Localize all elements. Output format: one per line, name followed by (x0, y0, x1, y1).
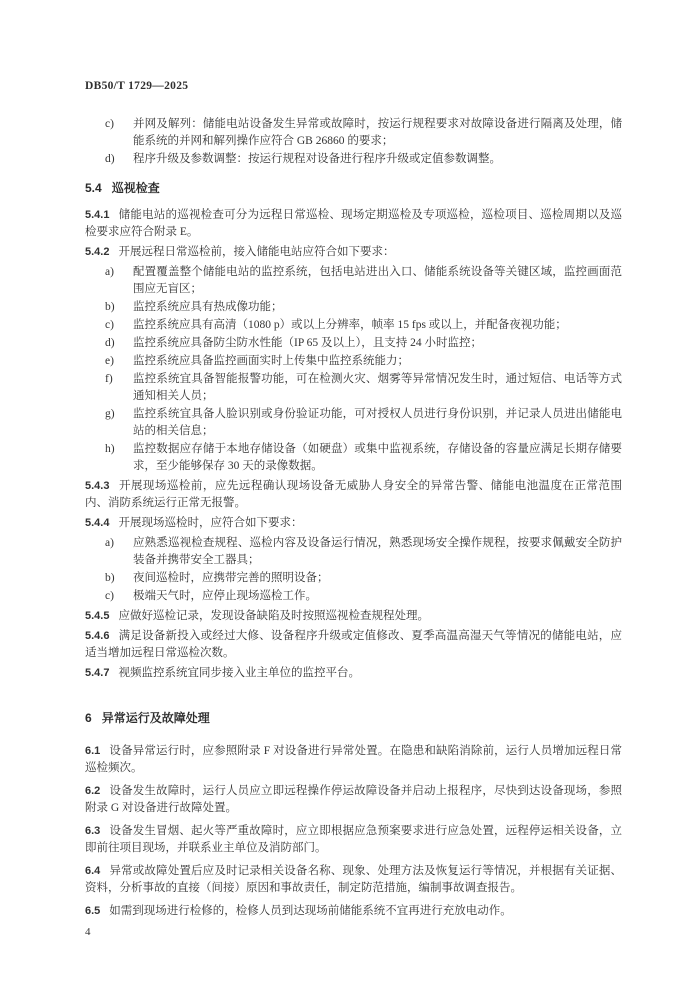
list-item-text: 监控系统宜具备人脸识别或身份验证功能，可对授权人员进行身份识别，并记录人员进出储能电站的相关信息； (133, 408, 622, 437)
clause-number: 5.4.3 (85, 480, 110, 492)
clause-paragraph (85, 783, 622, 817)
page-number: 4 (85, 926, 91, 938)
list-item (85, 299, 622, 316)
list-item-text: 监控数据应存储于本地存储设备（如硬盘）或集中监视系统，存储设备的容量应满足长期存储要求，至少能够保存 30 天的录像数据。 (133, 443, 622, 472)
clause-text: 异常或故障处置后应及时记录相关设备名称、现象、处理方法及恢复运行等情况，并根据有关证据、资料，分析事故的直接（间接）原因和事故责任，制定防范措施，编制事故调查报告。 (85, 865, 622, 894)
clause-paragraph (85, 743, 622, 777)
list-item (85, 151, 622, 168)
list-item-text: 应熟悉巡视检查规程、巡检内容及设备运行情况，熟悉现场安全操作规程，按要求佩戴安全防护装备并携带安全工器具； (133, 537, 622, 566)
list-item-text: 监控系统应具备防尘防水性能（IP 65 及以上），且支持 24 小时监控； (133, 337, 483, 349)
list-item-label: d) (105, 153, 115, 165)
clause-number: 5.4.2 (85, 246, 110, 258)
list-item-text: 程序升级及参数调整：按运行规程对设备进行程序升级或定值参数调整。 (133, 153, 501, 165)
list-item (85, 116, 622, 150)
list-item-text: 监控系统应具有热成像功能； (133, 301, 283, 313)
clause-number: 6.4 (85, 865, 101, 877)
list-item-label: g) (105, 408, 115, 420)
list-item (85, 588, 622, 605)
list-item-text: 监控系统应具有高清（1080 p）或以上分辨率，帧率 15 fps 或以上，并配备夜视功能； (133, 319, 567, 331)
list-item-text: 极端天气时，应停止现场巡检工作。 (133, 590, 317, 602)
clause-paragraph (85, 863, 622, 897)
list-item (85, 335, 622, 352)
clause-number: 5.4.1 (85, 209, 110, 221)
clause-number: 5.4.5 (85, 610, 110, 622)
list-item-label: f) (105, 373, 113, 385)
clause-paragraph (85, 608, 622, 625)
list-item-text: 夜间巡检时，应携带完善的照明设备； (133, 572, 329, 584)
list-item-label: d) (105, 337, 115, 349)
list-item (85, 441, 622, 475)
list-item-text: 配置覆盖整个储能电站的监控系统，包括电站进出入口、储能系统设备等关键区域，监控画面范围应无盲区； (133, 266, 622, 295)
list-item-label: e) (105, 355, 114, 367)
list-item-label: c) (105, 590, 114, 602)
list-item-label: b) (105, 301, 115, 313)
list-item-label: a) (105, 537, 114, 549)
clause-text: 储能电站的巡视检查可分为远程日常巡检、现场定期巡检及专项巡检，巡检项目、巡检周期以及巡检要求应符合附录 E。 (85, 209, 622, 238)
list-item-label: c) (105, 118, 114, 130)
clause-text: 设备异常运行时，应参照附录 F 对设备进行异常处置。在隐患和缺陷消除前，运行人员增加远程日常巡检频次。 (85, 745, 622, 774)
clause-paragraph (85, 515, 622, 532)
clause-paragraph (85, 478, 622, 512)
clause-number: 5.4.4 (85, 517, 110, 529)
document-body (85, 116, 622, 920)
list-item (85, 371, 622, 405)
list-item (85, 406, 622, 440)
clause-number: 5.4.7 (85, 667, 110, 679)
clause-number: 6.3 (85, 825, 101, 837)
list-item (85, 264, 622, 298)
clause-text: 设备发生冒烟、起火等严重故障时，应立即根据应急预案要求进行应急处置，远程停运相关设备，立即前往项目现场，并联系业主单位及消防部门。 (85, 825, 622, 854)
list-item-label: c) (105, 319, 114, 331)
section-title: 异常运行及故障处理 (101, 711, 210, 725)
list-item-text: 监控系统宜具备智能报警功能，可在检测火灾、烟雾等异常情况发生时，通过短信、电话等方式通知相关人员； (133, 373, 622, 402)
section-number: 6 (85, 711, 92, 725)
section-title: 巡视检查 (111, 181, 160, 195)
clause-text: 如需到现场进行检修的，检修人员到达现场前储能系统不宜再进行充放电动作。 (109, 905, 512, 917)
clause-paragraph (85, 244, 622, 261)
list-item (85, 535, 622, 569)
list-item-text: 并网及解列：储能电站设备发生异常或故障时，按运行规程要求对故障设备进行隔离及处理，储能系统的并网和解列操作应符合 GB 26860 的要求； (133, 118, 622, 147)
list-item-label: b) (105, 572, 115, 584)
section-heading (85, 710, 622, 727)
list-item-label: h) (105, 443, 115, 455)
section-number: 5.4 (85, 181, 102, 195)
clause-text: 开展现场巡检时，应符合如下要求： (118, 517, 303, 529)
clause-text: 开展远程日常巡检前，接入储能电站应符合如下要求： (118, 246, 395, 258)
list-item-label: a) (105, 266, 114, 278)
clause-text: 设备发生故障时，运行人员应立即远程操作停运故障设备并启动上报程序，尽快到达设备现场，参照附录 G 对设备进行故障处置。 (85, 785, 622, 814)
clause-text: 开展现场巡检前，应先远程确认现场设备无威胁人身安全的异常告警、储能电池温度在正常范围内、消防系统运行正常无报警。 (85, 480, 622, 509)
standard-number-header: DB50/T 1729—2025 (85, 80, 189, 92)
clause-paragraph (85, 628, 622, 662)
clause-text: 视频监控系统宜同步接入业主单位的监控平台。 (118, 667, 360, 679)
clause-number: 6.1 (85, 745, 101, 757)
clause-paragraph (85, 823, 622, 857)
list-item-text: 监控系统应具备监控画面实时上传集中监控系统能力； (133, 355, 409, 367)
clause-text: 满足设备新投入或经过大修、设备程序升级或定值修改、夏季高温高湿天气等情况的储能电站，应适当增加远程日常巡检次数。 (85, 630, 622, 659)
clause-paragraph (85, 207, 622, 241)
list-item (85, 570, 622, 587)
list-item (85, 353, 622, 370)
list-item (85, 317, 622, 334)
clause-number: 6.5 (85, 905, 101, 917)
clause-number: 6.2 (85, 785, 101, 797)
clause-paragraph (85, 903, 622, 920)
clause-number: 5.4.6 (85, 630, 110, 642)
section-heading (85, 180, 622, 197)
clause-text: 应做好巡检记录，发现设备缺陷及时按照巡视检查规程处理。 (118, 610, 429, 622)
clause-paragraph (85, 665, 622, 682)
